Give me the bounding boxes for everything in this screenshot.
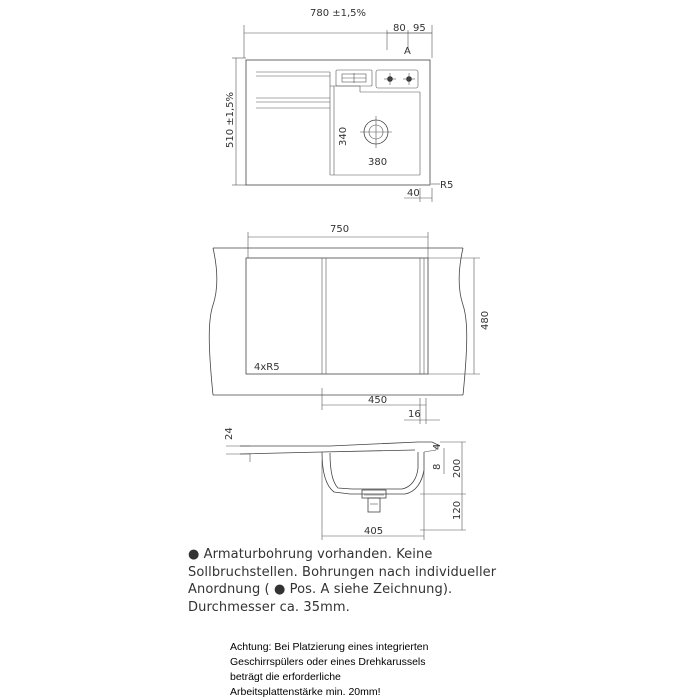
note2-line4: Arbeitsplattenstärke min. 20mm! bbox=[230, 686, 381, 698]
top-width-label: 780 ±1,5% bbox=[310, 8, 367, 19]
section-24-label: 24 bbox=[224, 427, 235, 440]
section-405-label: 405 bbox=[364, 526, 384, 537]
top-height-label: 510 ±1,5% bbox=[225, 91, 236, 148]
dim-80-label: 80 bbox=[393, 23, 406, 34]
note2-line2: Geschirrspülers oder eines Drehkarussels bbox=[230, 656, 426, 668]
section-200-label: 200 bbox=[452, 458, 463, 478]
dim-95-label: 95 bbox=[413, 23, 426, 34]
bowl-height-label: 340 bbox=[338, 126, 349, 146]
section-4-label: 4 bbox=[432, 443, 443, 450]
section-view bbox=[224, 427, 466, 540]
note2-line1: Achtung: Bei Platzierung eines integrierten bbox=[230, 641, 429, 653]
edge-40-label: 40 bbox=[407, 188, 420, 199]
cutout-bowl-width-label: 450 bbox=[368, 395, 388, 406]
note2-line3: beträgt die erforderliche bbox=[230, 671, 341, 683]
position-a-label: A bbox=[404, 46, 411, 57]
note1-line1: ● Armaturbohrung vorhanden. Keine bbox=[188, 547, 433, 562]
sink-outline bbox=[246, 60, 430, 185]
cutout-width-label: 750 bbox=[330, 224, 350, 235]
corner-radius-label: 4xR5 bbox=[254, 362, 280, 373]
section-120-label: 120 bbox=[452, 500, 463, 520]
note-warning bbox=[230, 640, 490, 700]
cutout-view bbox=[209, 224, 491, 424]
edge-16-label: 16 bbox=[408, 409, 421, 420]
radius-r5-label: R5 bbox=[440, 180, 454, 191]
note1-line3: Anordnung ( ● Pos. A siehe Zeichnung). bbox=[188, 582, 453, 597]
note1-line4: Durchmesser ca. 35mm. bbox=[188, 599, 350, 615]
top-view bbox=[225, 8, 453, 202]
cutout-height-label: 480 bbox=[480, 310, 491, 330]
cutout-outline bbox=[246, 258, 428, 374]
note-tap-hole bbox=[188, 546, 568, 616]
note1-line2: Sollbruchstellen. Bohrungen nach individueller bbox=[188, 564, 497, 580]
section-8-label: 8 bbox=[432, 463, 443, 470]
bowl-width-label: 380 bbox=[368, 157, 388, 168]
